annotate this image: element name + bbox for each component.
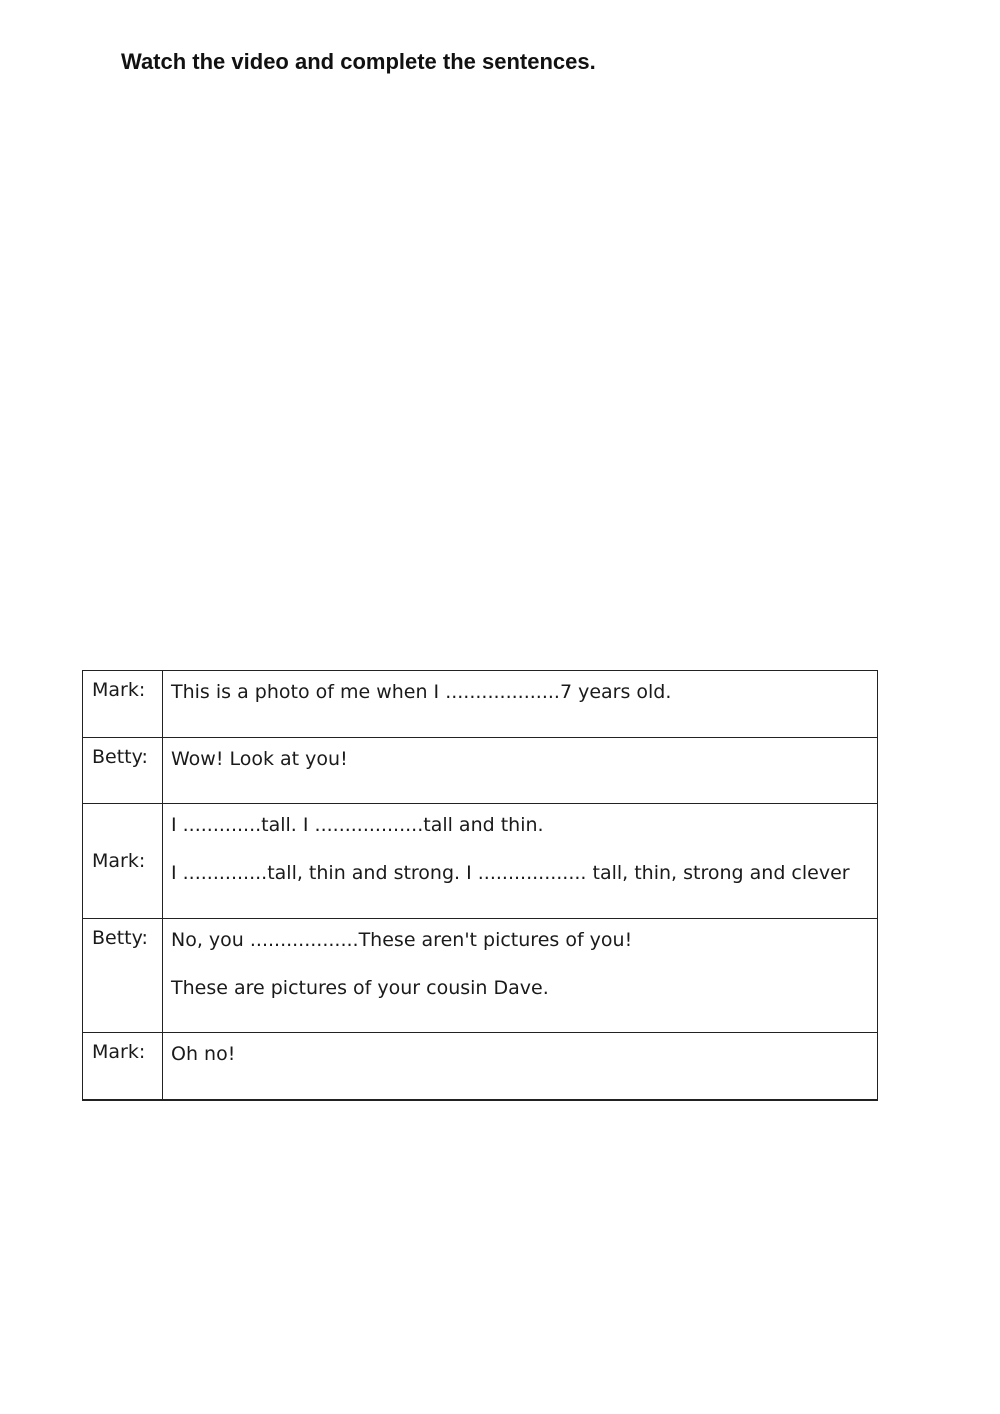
dialogue-line: No, you ..................These aren't pictures of you! (171, 929, 633, 951)
dialogue-table (82, 670, 878, 1101)
dialogue-line: I .............tall. I ..................tall and thin. (171, 814, 544, 836)
dialogue-line: Oh no! (171, 1043, 236, 1065)
dialogue-line: Wow! Look at you! (171, 748, 348, 770)
speaker-cell: Mark: (83, 1033, 163, 1100)
dialogue-line: These are pictures of your cousin Dave. (171, 977, 549, 999)
line-cell (163, 671, 878, 738)
line-cell (163, 1033, 878, 1100)
speaker-cell: Mark: (83, 804, 163, 919)
dialogue-row (83, 1033, 878, 1100)
speaker-cell: Betty: (83, 919, 163, 1033)
dialogue-row (83, 671, 878, 738)
dialogue-line: This is a photo of me when I ...................7 years old. (171, 681, 672, 703)
speaker-cell: Mark: (83, 671, 163, 738)
line-cell (163, 738, 878, 804)
dialogue-row (83, 919, 878, 1033)
speaker-cell: Betty: (83, 738, 163, 804)
line-cell (163, 919, 878, 1033)
line-cell (163, 804, 878, 919)
dialogue-line: I ..............tall, thin and strong. I .................. tall, thin, strong and clever (171, 862, 850, 884)
worksheet-instruction: Watch the video and complete the sentences. (121, 49, 596, 74)
dialogue-row (83, 804, 878, 919)
dialogue-row (83, 738, 878, 804)
